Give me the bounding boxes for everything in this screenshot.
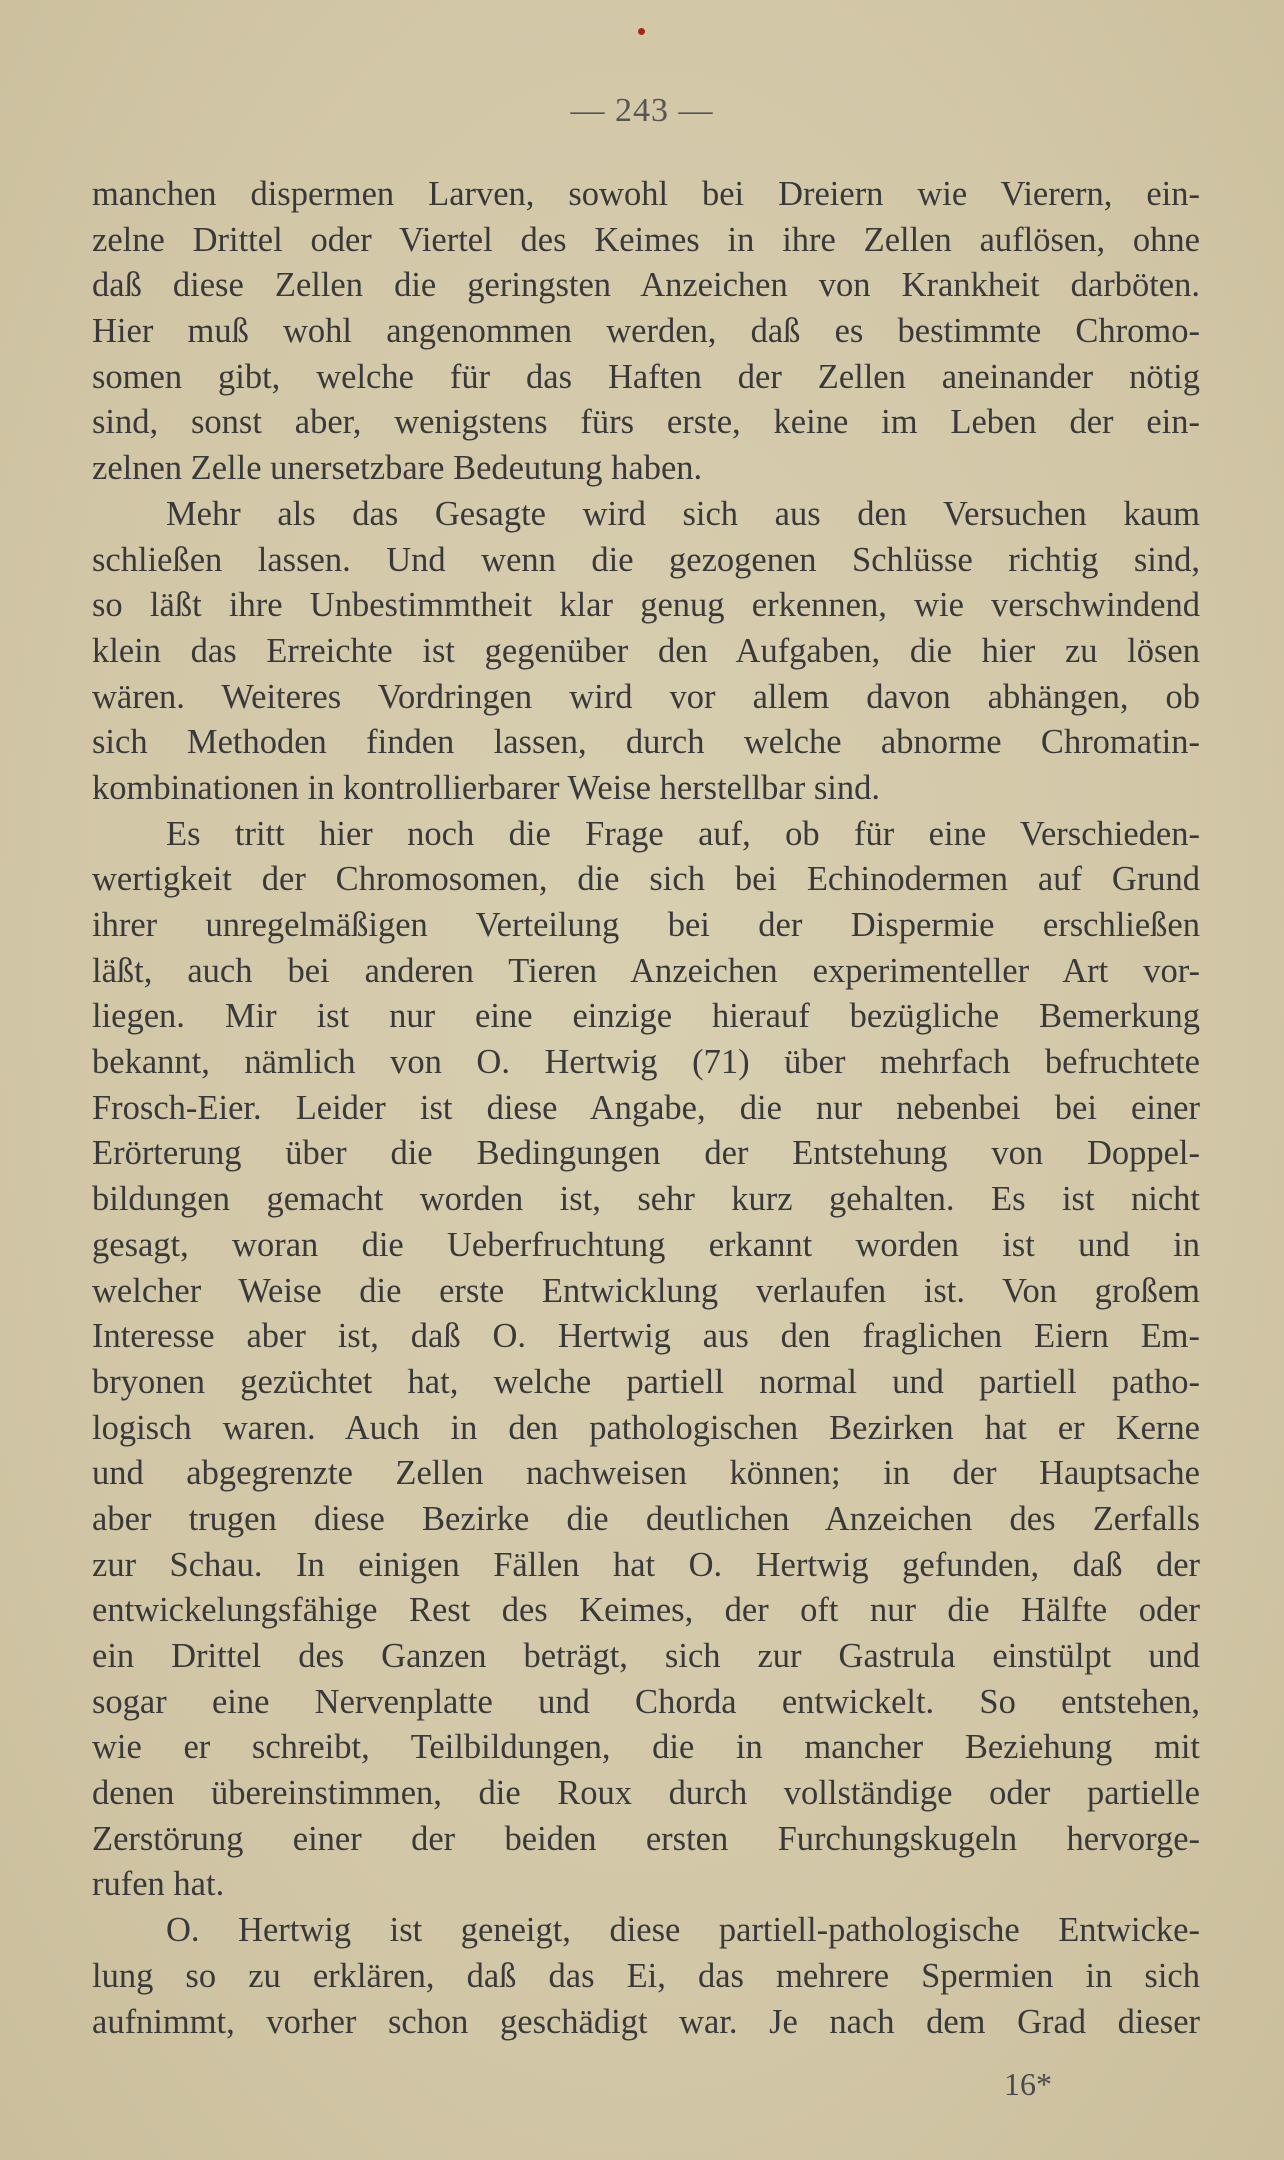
text-line: läßt, auch bei anderen Tieren Anzeichen experimenteller Art vor-: [92, 951, 1200, 990]
text-line: sind, sonst aber, wenigstens fürs erste, keine im Leben der ein-: [92, 403, 1200, 442]
text-line: aber trugen diese Bezirke die deutlichen Anzeichen des Zerfalls: [92, 1499, 1200, 1538]
text-line: daß diese Zellen die geringsten Anzeichen von Krankheit darböten.: [92, 266, 1200, 305]
text-line: liegen. Mir ist nur eine einzige hierauf bezügliche Bemerkung: [92, 997, 1200, 1036]
page-number: — 243 —: [570, 92, 714, 129]
text-line: so läßt ihre Unbestimmtheit klar genug erkennen, wie verschwindend: [92, 586, 1200, 625]
text-line: entwickelungsfähige Rest des Keimes, der oft nur die Hälfte oder: [92, 1591, 1200, 1630]
text-line: kombinationen in kontrollierbarer Weise herstellbar sind.: [92, 768, 880, 807]
ink-speck: [638, 28, 645, 35]
text-line: zelnen Zelle unersetzbare Bedeutung haben.: [92, 449, 703, 488]
text-line: schließen lassen. Und wenn die gezogenen Schlüsse richtig sind,: [92, 540, 1200, 579]
text-line: sogar eine Nervenplatte und Chorda entwickelt. So entstehen,: [92, 1682, 1200, 1721]
text-line: zur Schau. In einigen Fällen hat O. Hertwig gefunden, daß der: [92, 1545, 1200, 1584]
text-line: Erörterung über die Bedingungen der Entstehung von Doppel-: [92, 1134, 1200, 1173]
text-line: denen übereinstimmen, die Roux durch vollständige oder partielle: [92, 1774, 1200, 1813]
text-line: wie er schreibt, Teilbildungen, die in mancher Beziehung mit: [92, 1728, 1200, 1767]
signature-mark: 16*: [1004, 2066, 1052, 2102]
text-line: Frosch-Eier. Leider ist diese Angabe, die nur nebenbei bei einer: [92, 1088, 1200, 1127]
text-line: logisch waren. Auch in den pathologischen Bezirken hat er Kerne: [92, 1408, 1200, 1447]
text-line: lung so zu erklären, daß das Ei, das mehrere Spermien in sich: [92, 1956, 1200, 1995]
text-line: zelne Drittel oder Viertel des Keimes in ihre Zellen auflösen, ohne: [92, 220, 1200, 259]
text-line: welcher Weise die erste Entwicklung verlaufen ist. Von großem: [92, 1271, 1200, 1310]
text-line: aufnimmt, vorher schon geschädigt war. Je nach dem Grad dieser: [92, 2002, 1200, 2041]
text-line: Zerstörung einer der beiden ersten Furchungskugeln hervorge-: [92, 1819, 1200, 1858]
text-line: ein Drittel des Ganzen beträgt, sich zur Gastrula einstülpt und: [92, 1637, 1200, 1675]
text-line: somen gibt, welche für das Haften der Zellen aneinander nötig: [92, 357, 1200, 396]
text-line: wertigkeit der Chromosomen, die sich bei Echinodermen auf Grund: [92, 860, 1200, 899]
paragraph-start-line: Es tritt hier noch die Frage auf, ob für eine Verschieden-: [166, 814, 1200, 853]
text-line: klein das Erreichte ist gegenüber den Aufgaben, die hier zu lösen: [92, 631, 1200, 670]
text-line: manchen dispermen Larven, sowohl bei Dreiern wie Vierern, ein-: [92, 175, 1200, 213]
text-line: Interesse aber ist, daß O. Hertwig aus den fraglichen Eiern Em-: [92, 1317, 1200, 1356]
text-line: wären. Weiteres Vordringen wird vor allem davon abhängen, ob: [92, 677, 1200, 716]
text-line: und abgegrenzte Zellen nachweisen können; in der Hauptsache: [92, 1454, 1200, 1493]
body-text: [92, 172, 1200, 2045]
text-line: bekannt, nämlich von O. Hertwig (71) über mehrfach befruchtete: [92, 1043, 1200, 1082]
text-line: sich Methoden finden lassen, durch welche abnorme Chromatin-: [92, 723, 1200, 762]
text-line: Hier muß wohl angenommen werden, daß es bestimmte Chromo-: [92, 312, 1200, 351]
paragraph-start-line: Mehr als das Gesagte wird sich aus den Versuchen kaum: [166, 494, 1200, 533]
text-line: rufen hat.: [92, 1865, 225, 1904]
paragraph-start-line: O. Hertwig ist geneigt, diese partiell-pathologische Entwicke-: [166, 1911, 1200, 1950]
text-line: ihrer unregelmäßigen Verteilung bei der Dispermie erschließen: [92, 906, 1200, 944]
text-line: gesagt, woran die Ueberfruchtung erkannt worden ist und in: [92, 1225, 1200, 1264]
text-line: bryonen gezüchtet hat, welche partiell normal und partiell patho-: [92, 1362, 1200, 1401]
text-line: bildungen gemacht worden ist, sehr kurz gehalten. Es ist nicht: [92, 1180, 1200, 1219]
